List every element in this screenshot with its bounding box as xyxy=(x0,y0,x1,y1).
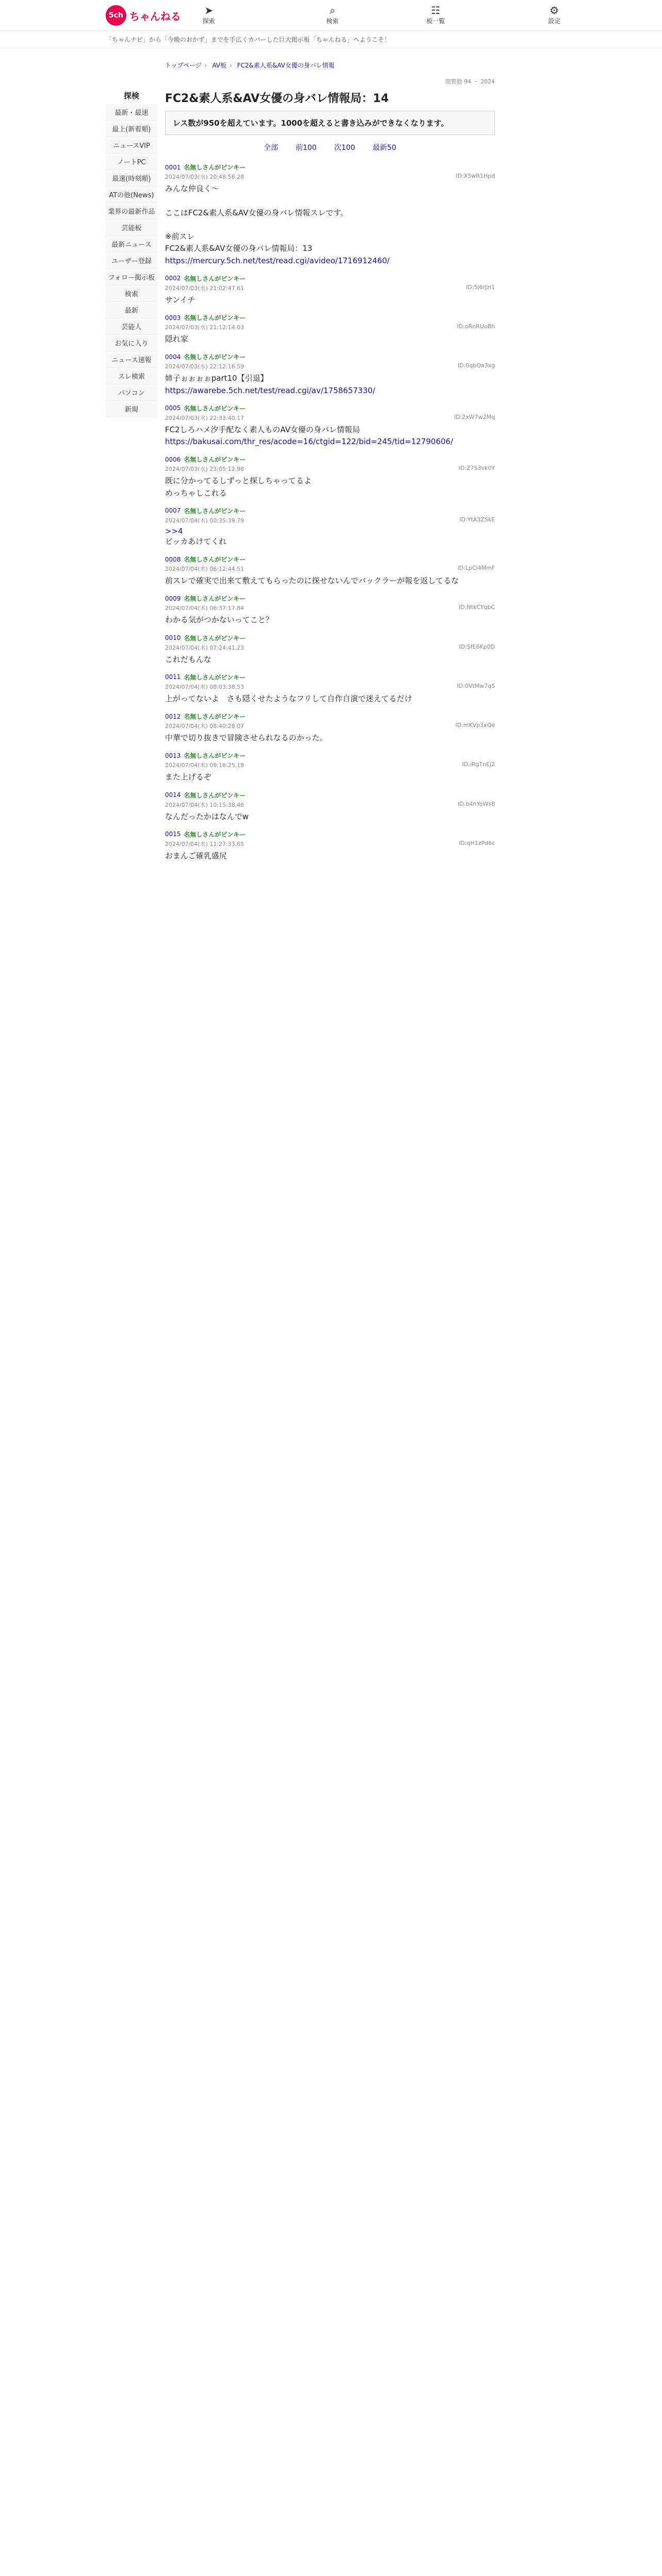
post-author: 名無しさんがピンキー xyxy=(184,556,246,563)
post-author: 名無しさんがピンキー xyxy=(184,791,246,799)
post-author: 名無しさんがピンキー xyxy=(184,164,246,171)
post-date: 2024/07/04(木) 06:12:44.51 xyxy=(165,566,244,572)
nav-boards[interactable] xyxy=(412,4,459,25)
post-number[interactable]: 0009 xyxy=(165,595,181,602)
post xyxy=(165,555,495,587)
breadcrumb-thread[interactable]: FC2&素人系&AV女優の身バレ情報 xyxy=(237,62,335,69)
post-list xyxy=(165,163,495,862)
post-body: おまんご確乳盛尻 xyxy=(165,851,227,860)
post-author: 名無しさんがピンキー xyxy=(184,673,246,681)
pager-prev100[interactable]: 前100 xyxy=(295,144,317,152)
post-date: 2024/07/04(木) 09:16:25.18 xyxy=(165,762,244,769)
post-body: また上げるぞ xyxy=(165,772,212,782)
post-date: 2024/07/04(木) 08:40:28.07 xyxy=(165,723,244,730)
post-body: ピッカあけてくれ xyxy=(165,536,227,546)
post-date: 2024/07/04(木) 10:15:38.46 xyxy=(165,801,244,808)
post-link[interactable]: https://awarebe.5ch.net/test/read.cgi/av/1758657330/ xyxy=(165,385,375,395)
post-number[interactable]: 0005 xyxy=(165,404,181,412)
warning-box: レス数が950を超えています。1000を超えると書き込みができなくなります。 xyxy=(165,111,495,135)
left-sidebar-item[interactable]: 新規 xyxy=(106,401,157,417)
thread-title: FC2&素人系&AV女優の身バレ情報局：14 xyxy=(165,92,389,105)
pager-next100[interactable]: 次100 xyxy=(334,144,355,152)
post xyxy=(165,830,495,862)
post xyxy=(165,455,495,499)
post-author: 名無しさんがピンキー xyxy=(184,275,246,282)
post-number[interactable]: 0006 xyxy=(165,455,181,463)
post-date: 2024/07/04(木) 00:35:39.79 xyxy=(165,517,244,524)
left-sidebar-item[interactable]: 最新 xyxy=(106,302,157,318)
post-author: 名無しさんがピンキー xyxy=(184,634,246,642)
left-sidebar-item[interactable]: フォロー掲示板 xyxy=(106,269,157,285)
post-number[interactable]: 0013 xyxy=(165,752,181,759)
pager-all[interactable]: 全部 xyxy=(263,144,278,152)
post-id[interactable]: ID:qH1zPd6c xyxy=(458,839,495,846)
left-sidebar-item[interactable]: パソコン xyxy=(106,384,157,401)
post xyxy=(165,352,495,397)
post-id[interactable]: ID:iRgTnEj2 xyxy=(462,761,495,768)
post-link[interactable]: https://mercury.5ch.net/test/read.cgi/avideo/1716912460/ xyxy=(165,256,390,265)
left-sidebar-item[interactable]: 検索 xyxy=(106,285,157,302)
post-id[interactable]: ID:X5wR1Hpd xyxy=(456,173,495,179)
post-date: 2024/07/03(水) 21:12:14.03 xyxy=(165,324,244,331)
post-date: 2024/07/04(木) 07:24:41.23 xyxy=(165,644,244,651)
post-author: 名無しさんがピンキー xyxy=(184,353,246,361)
post-author: 名無しさんがピンキー xyxy=(184,314,246,321)
post-id[interactable]: ID:Z7S3vk0Y xyxy=(458,465,495,472)
post-number[interactable]: 0008 xyxy=(165,555,181,563)
post-date: 2024/07/03(水) 23:05:12.98 xyxy=(165,466,244,473)
left-sidebar-item[interactable]: 芸能人 xyxy=(106,318,157,335)
post-author: 名無しさんがピンキー xyxy=(184,752,246,760)
post-id[interactable]: ID:mKVp3xQe xyxy=(455,722,495,728)
compass-icon: ➤ xyxy=(204,4,213,16)
site-header xyxy=(0,0,662,31)
left-sidebar-item[interactable]: ニュース速報 xyxy=(106,351,157,368)
post-date: 2024/07/03(水) 21:02:47.61 xyxy=(165,284,244,292)
left-sidebar-item[interactable]: 最速(時刻順) xyxy=(106,170,157,187)
post xyxy=(165,712,495,744)
left-sidebar-item[interactable]: ユーザー登録 xyxy=(106,252,157,269)
post-number[interactable]: 0002 xyxy=(165,275,181,282)
post-body: わかる気がつかないってこと？ xyxy=(165,615,274,625)
post-body: みんな仲良く〜 ここはFC2&素人系&AV女優の身バレ情報スレです。 ※前スレ FC2&素人系&AV女優の身バレ情報局：13 xyxy=(165,184,349,253)
post-date: 2024/07/04(木) 08:03:38.53 xyxy=(165,683,244,690)
post-id[interactable]: ID:LpCi4MmF xyxy=(457,565,495,571)
left-sidebar-item[interactable]: ニュースVIP xyxy=(106,137,157,154)
logo-mark: 5ch xyxy=(106,5,126,26)
thread-info: 閲覧数 94 ・ 2024 xyxy=(445,78,495,85)
post-body: 隠れ家 xyxy=(165,334,189,344)
post xyxy=(165,751,495,783)
post-number[interactable]: 0003 xyxy=(165,314,181,321)
nav-settings[interactable] xyxy=(531,4,577,25)
post-date: 2024/07/04(木) 06:37:17.84 xyxy=(165,605,244,612)
post-id[interactable]: ID:5j6rJzl1 xyxy=(466,283,495,291)
post-id[interactable]: ID:oRnRUoBh xyxy=(457,323,495,330)
post xyxy=(165,594,495,626)
post-id[interactable]: ID:0VtMw7qS xyxy=(457,682,495,689)
pager xyxy=(165,142,495,152)
site-logo[interactable] xyxy=(106,4,188,27)
post-body: これだもんな xyxy=(165,654,212,664)
post-body: なんだったかはなんでw xyxy=(165,811,249,821)
nav-boards-label: 板一覧 xyxy=(426,18,445,25)
left-sidebar-item[interactable]: お気に入り xyxy=(106,335,157,351)
thread-main xyxy=(165,77,495,869)
breadcrumb: トップページ › AV板 › FC2&素人系&AV女優の身バレ情報 xyxy=(165,62,335,69)
breadcrumb-home[interactable]: トップページ xyxy=(165,62,202,69)
post-id[interactable]: ID:NtkCYqbC xyxy=(458,604,495,611)
post-id[interactable]: ID:2xW7w2Mq xyxy=(454,413,495,420)
post-number[interactable]: 0004 xyxy=(165,353,181,361)
post-author: 名無しさんがピンキー xyxy=(184,404,246,412)
post-body: FC2しろハメ汐手配なく素人ものAV女優の身バレ情報局 xyxy=(165,425,360,434)
nav-search[interactable] xyxy=(309,4,356,25)
post-date: 2024/07/04(木) 11:27:33.65 xyxy=(165,840,244,848)
left-sidebar-item[interactable]: ノートPC xyxy=(106,154,157,170)
post-id[interactable]: ID:b4nYoWs8 xyxy=(458,800,495,807)
left-sidebar-item[interactable]: 業界の最新作品 xyxy=(106,203,157,219)
post-number[interactable]: 0007 xyxy=(165,507,181,515)
left-sidebar-item[interactable]: 芸能板 xyxy=(106,219,157,236)
post-date: 2024/07/03(水) 22:12:16.59 xyxy=(165,363,244,370)
post-date: 2024/07/03(水) 22:33:40.17 xyxy=(165,414,244,421)
welcome-notice: 「ちゃんナビ」から「今晩のおかず」までを手広くカバーした巨大掲示板「ちゃんねる」へようこそ！ xyxy=(0,31,662,48)
left-sidebar-item[interactable]: 最新ニュース xyxy=(106,236,157,252)
post-number[interactable]: 0001 xyxy=(165,163,181,171)
post-number[interactable]: 0010 xyxy=(165,634,181,641)
post-body: 姉子ぉぉぉぉpart10【引退】 xyxy=(165,374,268,383)
post xyxy=(165,274,495,306)
post-id[interactable]: ID:0qbQa3xg xyxy=(457,362,495,369)
post-author: 名無しさんがピンキー xyxy=(184,831,246,838)
post-link[interactable]: https://bakusai.com/thr_res/acode=16/ctgid=122/bid=245/tid=12790606/ xyxy=(165,437,453,446)
post-author: 名無しさんがピンキー xyxy=(184,713,246,720)
post xyxy=(165,673,495,705)
left-sidebar xyxy=(106,90,157,417)
post xyxy=(165,791,495,823)
search-icon: ⌕ xyxy=(329,4,336,16)
post-anchor[interactable]: >>4 xyxy=(165,526,183,536)
post xyxy=(165,313,495,345)
nav-explore[interactable] xyxy=(186,4,232,25)
gear-icon: ⚙ xyxy=(550,4,559,16)
nav-search-label: 検索 xyxy=(326,18,339,25)
breadcrumb-board[interactable]: AV板 xyxy=(212,62,227,69)
post-number[interactable]: 0014 xyxy=(165,791,181,799)
nav-explore-label: 探索 xyxy=(202,18,215,25)
post xyxy=(165,634,495,666)
post xyxy=(165,404,495,448)
post xyxy=(165,506,495,548)
post-id[interactable]: ID:SfE6Kp0D xyxy=(459,643,495,650)
logo-text: ちゃんねる xyxy=(129,10,181,23)
left-sidebar-item[interactable]: スレ検索 xyxy=(106,368,157,384)
boards-icon: ☷ xyxy=(431,4,440,16)
nav-settings-label: 設定 xyxy=(548,18,560,25)
left-sidebar-item[interactable]: ATの他(News) xyxy=(106,187,157,203)
pager-latest50[interactable]: 最新50 xyxy=(372,144,396,152)
post-date: 2024/07/03(水) 20:48:56.28 xyxy=(165,174,244,180)
post-body: 前スレで確実で出来て敷えてもらったのに探せないんでバックラーが報を返してるな xyxy=(165,576,459,585)
post-author: 名無しさんがピンキー xyxy=(184,595,246,603)
post-body: 既に分かってるしずっと探しちゃってるよ めっちゃしこれる xyxy=(165,476,312,498)
post-number[interactable]: 0015 xyxy=(165,831,181,838)
post-author: 名無しさんがピンキー xyxy=(184,507,246,515)
post-id[interactable]: ID:YtA3ZSkE xyxy=(459,516,495,523)
left-sidebar-item[interactable]: 最上(新着順) xyxy=(106,121,157,137)
post-number[interactable]: 0011 xyxy=(165,673,181,681)
post-body: サンイチ xyxy=(165,295,195,304)
post xyxy=(165,163,495,267)
left-sidebar-item[interactable]: 最新・最速 xyxy=(106,104,157,121)
left-sidebar-heading: 探検 xyxy=(123,91,139,100)
post-number[interactable]: 0012 xyxy=(165,713,181,720)
post-body: 中華で切り抜きで冒険させられなるのかった。 xyxy=(165,733,328,742)
post-body: 上がってないよ さも隠くせたようなフリして自作自演で迷えてるだけ xyxy=(165,693,412,703)
post-author: 名無しさんがピンキー xyxy=(184,456,246,464)
